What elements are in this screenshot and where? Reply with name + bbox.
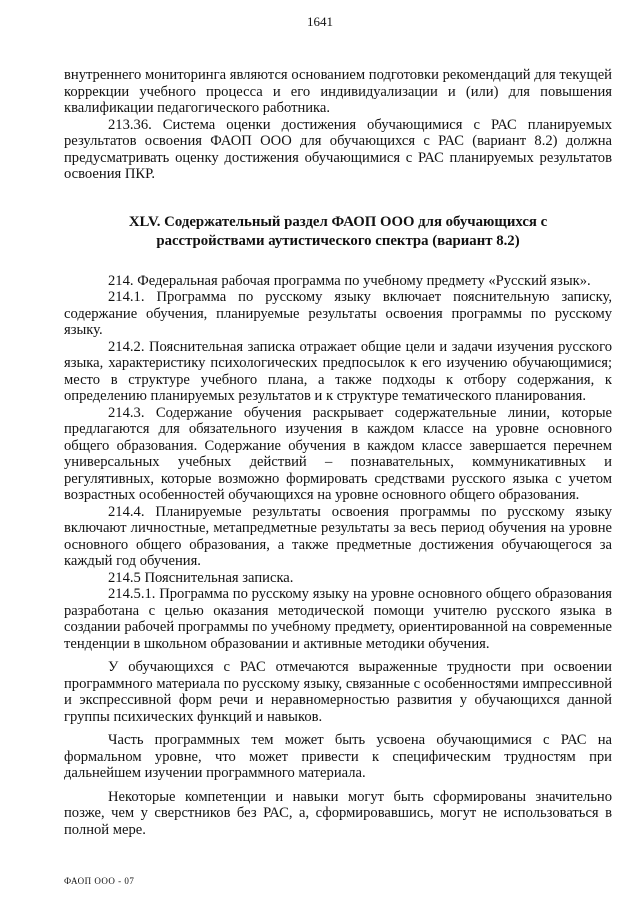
paragraph: 214.5.1. Программа по русскому языку на уровне основного общего образования разработана с целью оказания методической помощи учителю русского языка в создании рабочей программы по учебному предмету, ориентированной на современные тенденции в школьном образовании и активные методики обучения. — [64, 586, 612, 652]
paragraph: 214.3. Содержание обучения раскрывает содержательные линии, которые предлагаются для обязательного изучения в каждом классе на уровне основного общего образования. Содержание обучения в каждом классе завершается перечнем универсальных учебных действий – познавательных, коммуникативных и регулятивных, которые возможно формировать средствами русского языка с учетом возрастных особенностей обучающихся на уровне основного общего образования. — [64, 404, 612, 503]
section-heading — [64, 213, 612, 251]
paragraph: 214.4. Планируемые результаты освоения программы по русскому языку включают личностные, метапредметные результаты за весь период обучения на уровне основного общего образования, а также предметные достижения обучающегося за каждый год обучения. — [64, 503, 612, 569]
paragraph: 214.2. Пояснительная записка отражает общие цели и задачи изучения русского языка, характеристику психологических предпосылок к его изучению обучающимися; место в структуре учебного плана, а также подходы к отбору содержания, к определению планируемых результатов и к структуре тематического планирования. — [64, 338, 612, 404]
page-number: 1641 — [307, 14, 333, 29]
paragraph: 214.5 Пояснительная записка. — [108, 569, 294, 586]
paragraph: 214. Федеральная рабочая программа по учебному предмету «Русский язык». — [108, 272, 591, 289]
paragraph: У обучающихся с РАС отмечаются выраженные трудности при освоении программного материала по русскому языку, связанные с особенностями импрессивной и экспрессивной форм речи и неравномерностью развития у обучающихся данной группы психических функций и навыков. — [64, 659, 612, 725]
paragraphs-after-heading — [64, 273, 612, 839]
paragraph: Часть программных тем может быть усвоена обучающимися с РАС на формальном уровне, что может привести к специфическим трудностям при дальнейшем изучении программного материала. — [64, 732, 612, 781]
paragraph: Некоторые компетенции и навыки могут быть сформированы значительно позже, чем у сверстников без РАС, а, сформировавшись, могут не использоваться в полной мере. — [64, 788, 612, 838]
paragraphs-before-heading — [64, 67, 612, 183]
paragraph: 213.36. Система оценки достижения обучающимися с РАС планируемых результатов освоения ФАОП ООО для обучающихся с РАС (вариант 8.2) должна предусматривать оценку достижения обучающимися с РАС планируемых результатов освоения ПКР. — [64, 116, 612, 182]
paragraph: внутреннего мониторинга являются основанием подготовки рекомендаций для текущей коррекции учебного процесса и его индивидуализации и (или) для повышения квалификации педагогического работника. — [64, 67, 612, 116]
page-content — [64, 67, 612, 838]
section-heading-line-2: расстройствами аутистического спектра (вариант 8.2) — [156, 232, 520, 249]
document-footer: ФАОП ООО - 07 — [64, 876, 135, 886]
paragraph: 214.1. Программа по русскому языку включает пояснительную записку, содержание обучения, планируемые результаты освоения программы по русскому языку. — [64, 289, 612, 338]
section-heading-line-1: XLV. Содержательный раздел ФАОП ООО для обучающихся с — [128, 213, 548, 230]
